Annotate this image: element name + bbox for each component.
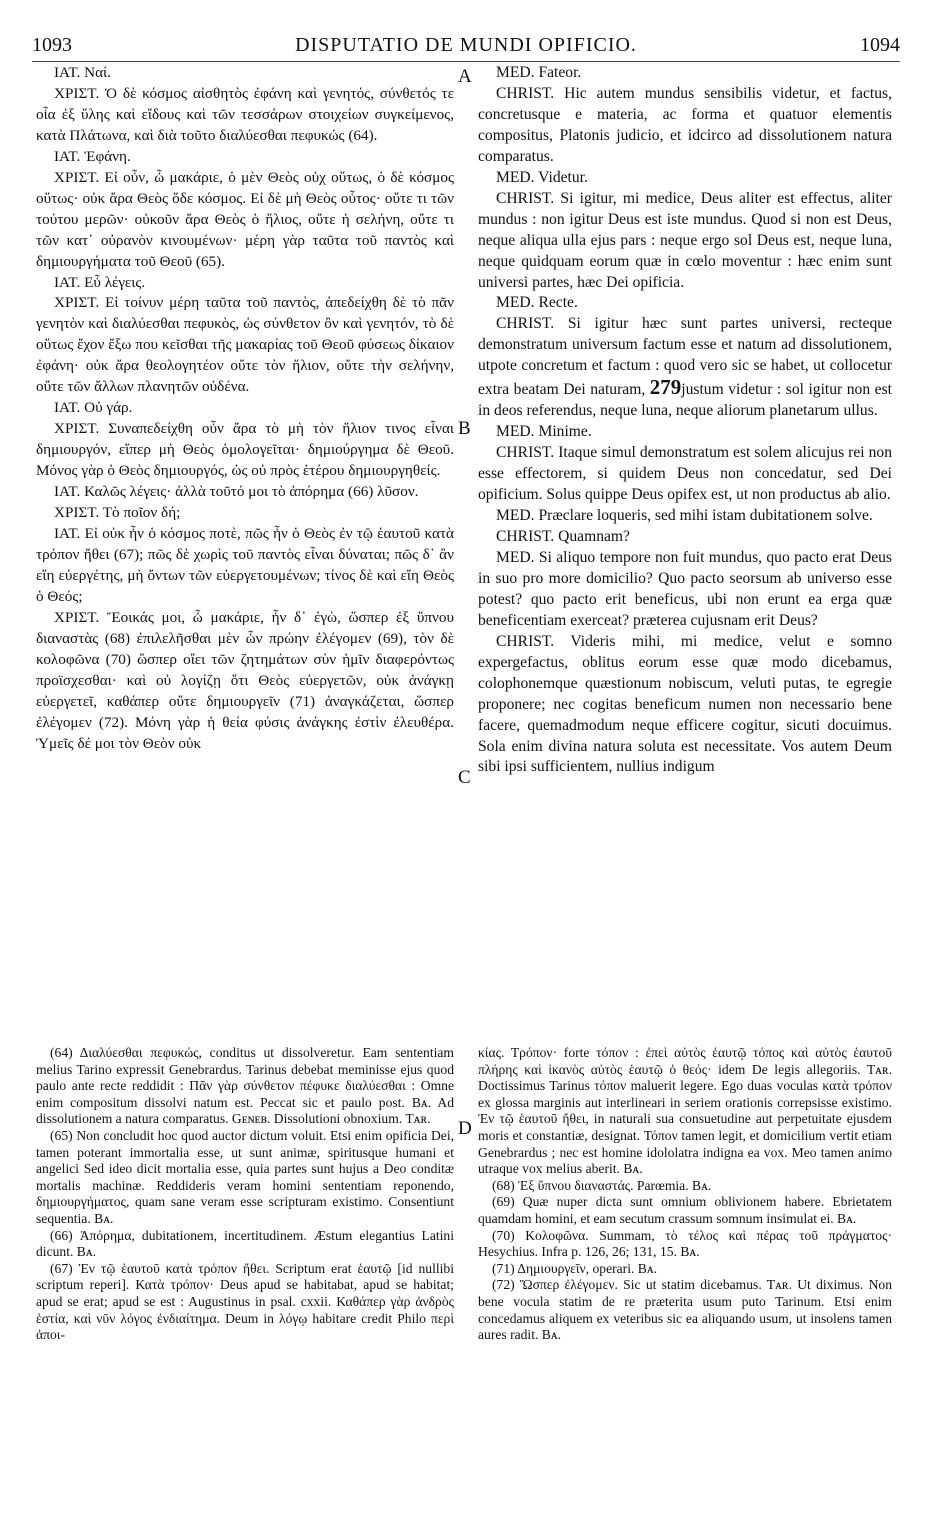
footnote: (66) Ἀπόρημα, dubitationem, incertitudinem. Æstum elegantius Latini dicunt. Bᴀ. <box>36 1227 454 1260</box>
footnote: (68) Ἐξ ὕπνου διαναστάς. Parœmia. Bᴀ. <box>492 1177 712 1193</box>
latin-paragraph: CHRIST. Itaque simul demonstratum est solem alicujus rei non esse effectorem, si quidem Deus non concedatur, sed Dei opificium. Solus quippe Deus opifex est, ut non productus ab alio. <box>478 444 892 504</box>
latin-text: CHRIST. Si igitur hæc sunt partes universi, recteque demonstratum universum factum esse et natum ad dissolutionem, utpote concretum et factum : quod vero sic se habet, ut collocetur extra beatam Dei naturam, <box>478 315 892 399</box>
greek-paragraph: ΙΑΤ. Εἰ οὐκ ἦν ὁ κόσμος ποτὲ, πῶς ἦν ὁ Θεὸς ἐν τῷ ἑαυτοῦ κατὰ τρόπον ἤθει (67); πῶς δὲ χωρὶς τοῦ παντὸς εἶναι δύναται; πῶς δ᾿ ἂν εἴη εὐεργέτης, μὴ ὄντων τῶν εὐεργετουμένων; τίνος δὲ καὶ εἴη Θεὸς ὁ Θεός; <box>36 524 454 605</box>
footnote: (65) Non concludit hoc quod auctor dictum voluit. Etsi enim opificia Dei, tamen poterant immortalia esse, ut sunt animæ, spiritusque humani et angelici Sed ideo dicit mortalia esse, quia partes sunt hujus a Deo conditæ mortalis machinæ. Reddideris veram homini sententiam reponendo, δημιουργήματος, quam sane veram esse scripturam existimo. Consentiunt sequentia. Bᴀ. <box>36 1127 454 1226</box>
latin-paragraph: CHRIST. Hic autem mundus sensibilis videtur, et factus, concretusque e materia, ac forma et quatuor elementis compositus, Platonis judicio, et idcirco ad dissolutionem natura comparatus. <box>478 84 892 165</box>
latin-paragraph: MED. Si aliquo tempore non fuit mundus, quo pacto erat Deus in suo pro more domicilio? Quo pacto seorsum ab universo esse potest? quo pacto erit beneficus, ubi non erunt ea erga quæ beneficentiam exerceat? præterea cujusnam erit Deus? <box>478 548 892 629</box>
latin-paragraph: MED. Videtur. <box>496 168 588 186</box>
greek-paragraph: ΙΑΤ. Ναί. <box>54 64 111 81</box>
column-number: 279 <box>649 375 682 400</box>
latin-paragraph: MED. Minime. <box>496 423 592 441</box>
greek-paragraph: ΙΑΤ. Εὖ λέγεις. <box>54 273 146 291</box>
latin-text: justum videtur : sol igitur non est in deos referendus, neque luna, neque aliorum planetarum ullus. <box>478 381 892 420</box>
footnote: (72) Ὥσπερ ἐλέγομεν. Sic ut statim dicebamus. Tᴀʀ. Ut diximus. Non bene vocula statim de re præterita usum puto Tarinum. Etsi enim concedamus aliquem ex veteribus sic ea aliquando usum, ut insolens tamen aures radit. Bᴀ. <box>478 1277 892 1343</box>
latin-paragraph: CHRIST. Quamnam? <box>496 527 630 545</box>
page-number-right: 1094 <box>860 34 900 56</box>
greek-paragraph: ΧΡΙΣΤ. Ὁ δὲ κόσμος αἰσθητὸς ἐφάνη καὶ γενητός, σύνθετός τε οἷα ἐξ ὕλης καὶ εἴδους καὶ τῶν τεσσάρων στοιχείων συγκείμενος, κατὰ Πλάτωνα, καὶ διὰ τοῦτο διαλύεσθαι πεφυκώς (64). <box>36 84 454 144</box>
footnote: (67) Ἐν τῷ ἑαυτοῦ κατὰ τρόπον ἤθει. Scriptum erat ἑαυτῷ [id nullibi scriptum reperi]. Κατὰ τρόπον· Deus apud se habitabat, apud se habitat; apud se erat; apud se est : Augustinus in psal. cxxii. Καθάπερ γὰρ ἀνδρὸς ἑστία, καὶ νῦν λόγος ἐνδιαίτημα. Deum in λόγῳ habitare credit Philo περὶ ἀποι- <box>36 1260 454 1343</box>
header-rule <box>32 61 900 62</box>
latin-paragraph: CHRIST. Si igitur, mi medice, Deus aliter est effectus, aliter mundus : non igitur Deus est iste mundus. Quod si non est Deus, neque aliqua ulla ejus pars : neque ergo sol Deus est, neque luna, neque quidquam eorum quæ in cœlo moventur : hæc enim sunt universi partes, hæc Dei opificia. <box>478 189 892 291</box>
latin-paragraph <box>478 314 892 422</box>
footnote: (70) Κολοφῶνα. Summam, τὸ τέλος καὶ πέρας τοῦ πράγματος· Hesychius. Infra p. 126, 26; 131, 15. Bᴀ. <box>478 1227 892 1260</box>
greek-paragraph: ΧΡΙΣΤ. Εἰ οὖν, ὦ μακάριε, ὁ μὲν Θεὸς οὐχ οὕτως, ὁ δὲ κόσμος οὕτως· οὐκ ἄρα Θεὸς ὅδε κόσμος. Εἰ δὲ μὴ Θεὸς οὗτος· οὔτε τι τῶν τούτου μερῶν· οὐκοῦν ἄρα Θεὸς ὁ ἥλιος, οὔτε ἡ σελήνη, οὔτε τι τῶν κατ᾿ οὐρανὸν κινουμένων· μέρη γὰρ ταῦτα τοῦ παντὸς καὶ δημιουργήματα τοῦ Θεοῦ (65). <box>36 168 454 270</box>
greek-paragraph: ΧΡΙΣΤ. Ἔοικάς μοι, ὦ μακάριε, ἦν δ᾿ ἐγὼ, ὥσπερ ἐξ ὕπνου διαναστὰς (68) ἐπιλελῆσθαι μὲν ὧν πρώην ἐλέγομεν (69), τὸν δὲ κολοφῶνα (70) ὥσπερ οἴει τῶν ζητημάτων σὺν ἡμῖν διαφερόντως προϊσχεσθαι· καὶ οὐ λογίζῃ ὅτι Θεὸς εὐεργετῶν, οὐκ ἀνάγκῃ εὐεργετεῖ, καθάπερ οὔτε δημιουργεῖν (71) ἀναγκάζεται, ὥσπερ ἐλέγομεν (72). Μόνη γὰρ ἡ θεία φύσις ἀνάγκης ἐστὶν ἐλευθέρα. Ὑμεῖς δέ μοι τὸν Θεὸν οὐκ <box>36 608 454 752</box>
footnote: κίας. Τρόπον· forte τόπον : ἐπεὶ αὐτὸς ἑαυτῷ τόπος καὶ αὐτὸς ἑαυτοῦ πλήρης καὶ ἱκανὸς αὐτὸς ἑαυτῷ ὁ θεός· idem De legis allegoriis. Tᴀʀ. Doctissimus Tarinus τόπον maluerit legere. Ego duas voculas κατὰ τρόπον ex glossa marginis aut interlineari in seriem orationis correpsisse existimo. Ἐν τῷ ἑαυτοῦ ἤθει, in naturali sua consuetudine aut perpetuitate ejusdem moris et constantiæ, designat. Τόπον tamen legit, et domicilium vertit etiam Genebrardus ; nec est homine idololatra indigna ea vox. Meo tamen animo utraque vox melius aberit. Bᴀ. <box>478 1045 892 1177</box>
latin-text-column <box>478 63 892 778</box>
footnotes-left <box>36 1045 454 1344</box>
greek-paragraph: ΧΡΙΣΤ. Συναπεδείχθη οὖν ἄρα τὸ μὴ τὸν ἥλιον τινος εἶναι δημιουργόν, εἴπερ μὴ Θεὸς ὁμολογεῖται· δημιούργημα δὲ Θεοῦ. Μόνος γὰρ ὁ Θεὸς δημιουργός, ὡς οὐ πρὸς ἑτέρου δημιουργηθείς. <box>36 420 454 480</box>
latin-paragraph: MED. Recte. <box>496 294 578 312</box>
footnote: (64) Διαλύεσθαι πεφυκώς, conditus ut dissolveretur. Eam sententiam melius Tarino expressit Genebrardus. Tarinus debebat meminisse ejus quod paulo ante recte reddidit : Πᾶν γὰρ σύνθετον πέφυκε διαλύεσθαι : Omne enim compositum dissolvi natum est. Peccat sic et paulo post. Bᴀ. Ad dissolutionem a natura comparatus. Gᴇɴᴇʙ. Dissolutioni obnoxium. Tᴀʀ. <box>36 1045 454 1127</box>
greek-paragraph: ΙΑΤ. Οὐ γάρ. <box>54 399 133 417</box>
latin-paragraph: MED. Fateor. <box>496 64 582 81</box>
page-number-left: 1093 <box>32 34 72 56</box>
running-title: DISPUTATIO DE MUNDI OPIFICIO. <box>295 34 637 56</box>
margin-letter-d: D <box>458 1118 472 1139</box>
greek-paragraph: ΙΑΤ. Ἐφάνη. <box>54 147 131 165</box>
margin-letter-a: A <box>458 66 472 87</box>
footnote: (71) Δημιουργεῖν, operari. Bᴀ. <box>492 1260 658 1276</box>
latin-paragraph: MED. Præclare loqueris, sed mihi istam dubitationem solve. <box>496 507 873 525</box>
greek-paragraph: ΙΑΤ. Καλῶς λέγεις· ἀλλὰ τοῦτό μοι τὸ ἀπόρημα (66) λῦσον. <box>54 483 419 501</box>
footnote: (69) Quæ nuper dicta sunt omnium oblivionem habere. Ebrietatem quamdam homini, et eam secutum crassum somnum insimulat ei. Bᴀ. <box>478 1194 892 1226</box>
footnotes-right <box>478 1045 892 1344</box>
margin-letter-b: B <box>458 418 471 439</box>
margin-letter-c: C <box>458 767 471 788</box>
greek-paragraph: ΧΡΙΣΤ. Τὸ ποῖον δή; <box>54 504 181 522</box>
greek-text-column <box>36 63 454 754</box>
latin-paragraph: CHRIST. Videris mihi, mi medice, velut e somno expergefactus, oblitus eorum esse quæ modo dicebamus, colophonemque quæstionum nobiscum, veluti putas, te egregie proponere; nec cogitas beneficum numen non necessario bene facere, quemadmodum neque efficere cogitur, sicuti docuimus. Sola enim divina natura soluta est necessitate. Vos autem Deum sibi ipsi sufficientem, nullius indigum <box>478 632 892 776</box>
greek-paragraph: ΧΡΙΣΤ. Εἰ τοίνυν μέρη ταῦτα τοῦ παντὸς, ἀπεδείχθη δὲ τὸ πᾶν γενητὸν καὶ διαλύεσθαι πεφυκὸς, ὡς σύνθετον ὂν καὶ γενητόν, τὸ δὲ οὕτως ἔχον ἔξω που κεῖσθαι τῆς μακαρίας τοῦ Θεοῦ φύσεως δίκαιον ἐφάνη· οὐκ ἄρα θεολογητέον οὔτε τὸν ἥλιον, οὔτε τὴν σελήνην, οὔτε τῶν ἄλλων πλανητῶν οὐδένα. <box>36 294 454 396</box>
running-header <box>32 34 900 60</box>
